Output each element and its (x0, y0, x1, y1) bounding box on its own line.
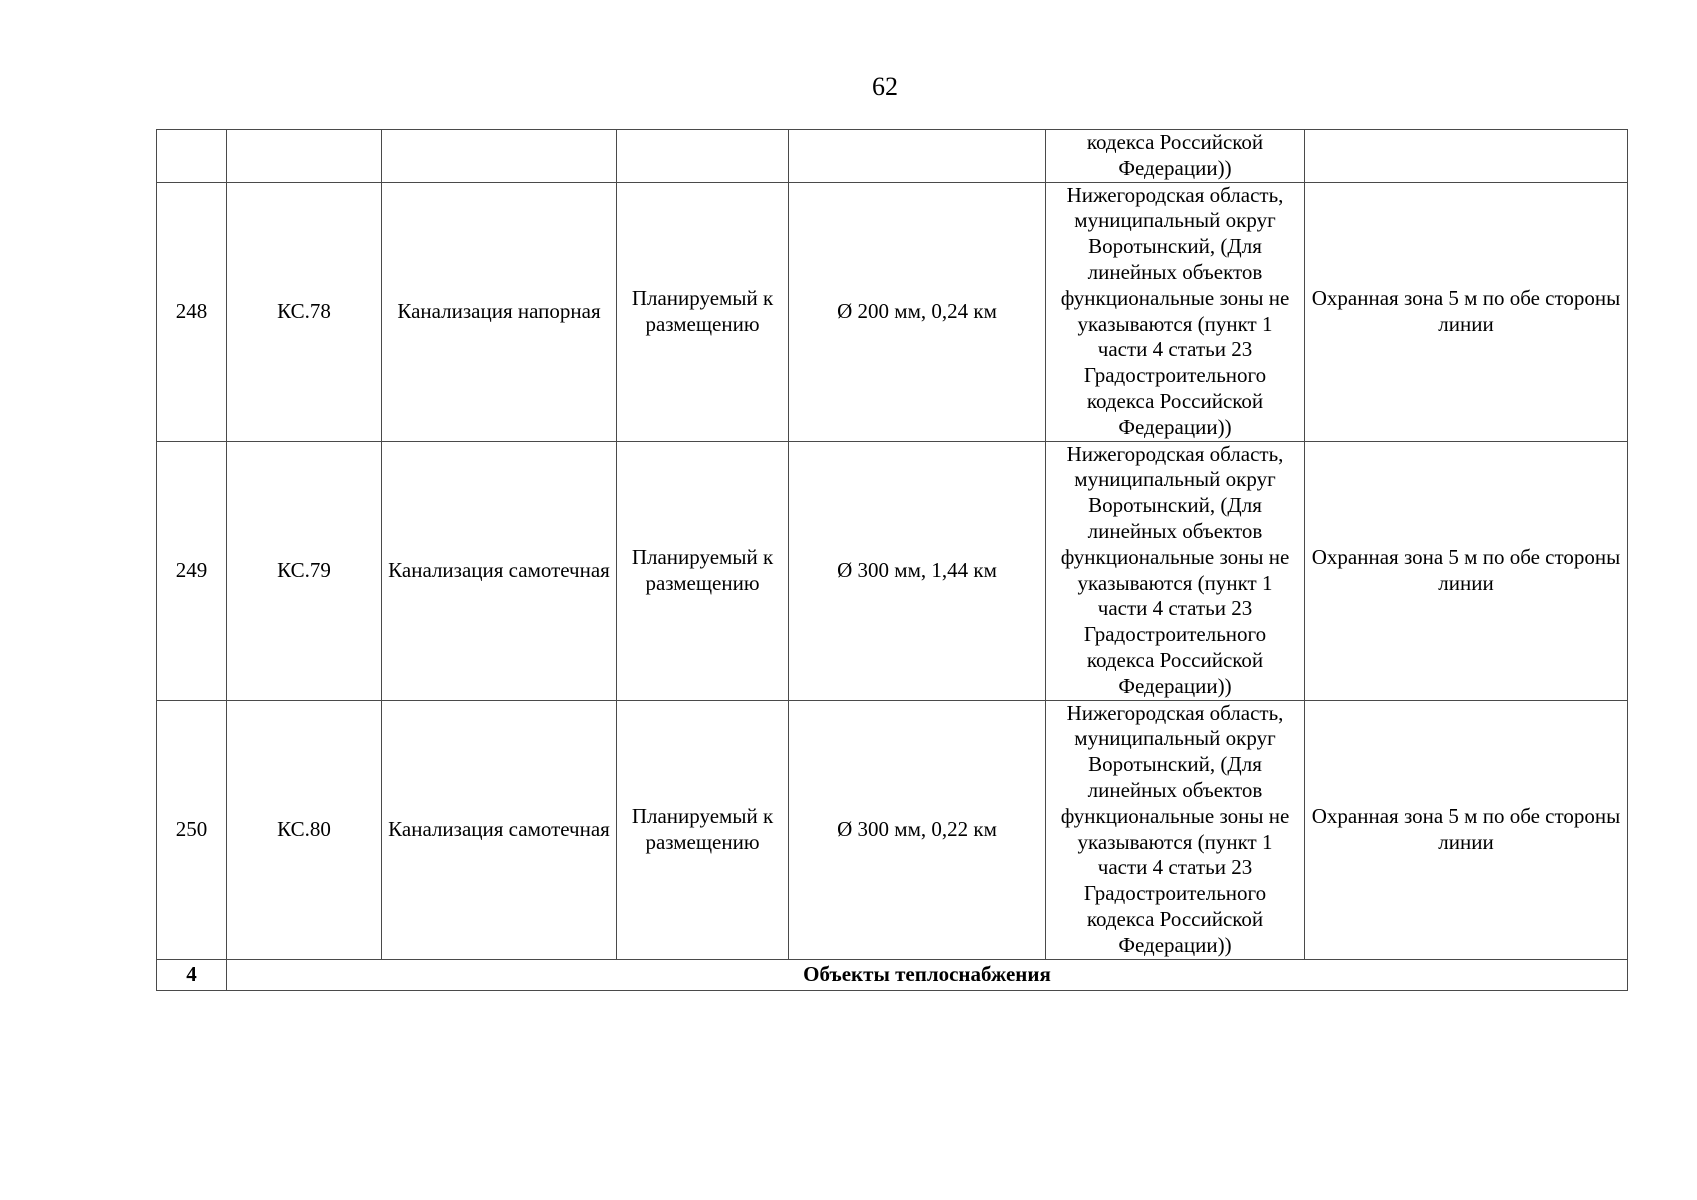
cell-zone (1305, 130, 1628, 183)
cell-status (617, 130, 789, 183)
cell-code: КС.78 (227, 182, 382, 441)
page-number: 62 (872, 72, 898, 101)
cell-no: 249 (157, 441, 227, 700)
cell-zone: Охранная зона 5 м по обе стороны линии (1305, 700, 1628, 959)
cell-characteristics: Ø 300 мм, 0,22 км (789, 700, 1046, 959)
cell-name: Канализация самотечная (382, 441, 617, 700)
cell-name: Канализация самотечная (382, 700, 617, 959)
table-row-continuation (157, 130, 1628, 183)
cell-no: 248 (157, 182, 227, 441)
cell-characteristics: Ø 300 мм, 1,44 км (789, 441, 1046, 700)
cell-location: Нижегородская область, муниципальный округ Воротынский, (Для линейных объектов функциональные зоны не указываются (пункт 1 части 4 статьи 23 Градостроительного кодекса Российской Федерации)) (1046, 700, 1305, 959)
cell-no: 250 (157, 700, 227, 959)
cell-zone: Охранная зона 5 м по обе стороны линии (1305, 441, 1628, 700)
cell-no (157, 130, 227, 183)
cell-name (382, 130, 617, 183)
cell-status: Планируемый к размещению (617, 441, 789, 700)
table-row (157, 182, 1628, 441)
cell-code (227, 130, 382, 183)
cell-status: Планируемый к размещению (617, 700, 789, 959)
cell-code: КС.79 (227, 441, 382, 700)
section-number: 4 (157, 959, 227, 990)
objects-table (156, 129, 1628, 991)
section-header-row (157, 959, 1628, 990)
section-title: Объекты теплоснабжения (227, 959, 1628, 990)
cell-location: кодекса Российской Федерации)) (1046, 130, 1305, 183)
cell-code: КС.80 (227, 700, 382, 959)
cell-name: Канализация напорная (382, 182, 617, 441)
cell-location: Нижегородская область, муниципальный округ Воротынский, (Для линейных объектов функциональные зоны не указываются (пункт 1 части 4 статьи 23 Градостроительного кодекса Российской Федерации)) (1046, 182, 1305, 441)
cell-location: Нижегородская область, муниципальный округ Воротынский, (Для линейных объектов функциональные зоны не указываются (пункт 1 части 4 статьи 23 Градостроительного кодекса Российской Федерации)) (1046, 441, 1305, 700)
cell-characteristics: Ø 200 мм, 0,24 км (789, 182, 1046, 441)
table-row (157, 700, 1628, 959)
cell-characteristics (789, 130, 1046, 183)
cell-status: Планируемый к размещению (617, 182, 789, 441)
table-row (157, 441, 1628, 700)
cell-zone: Охранная зона 5 м по обе стороны линии (1305, 182, 1628, 441)
